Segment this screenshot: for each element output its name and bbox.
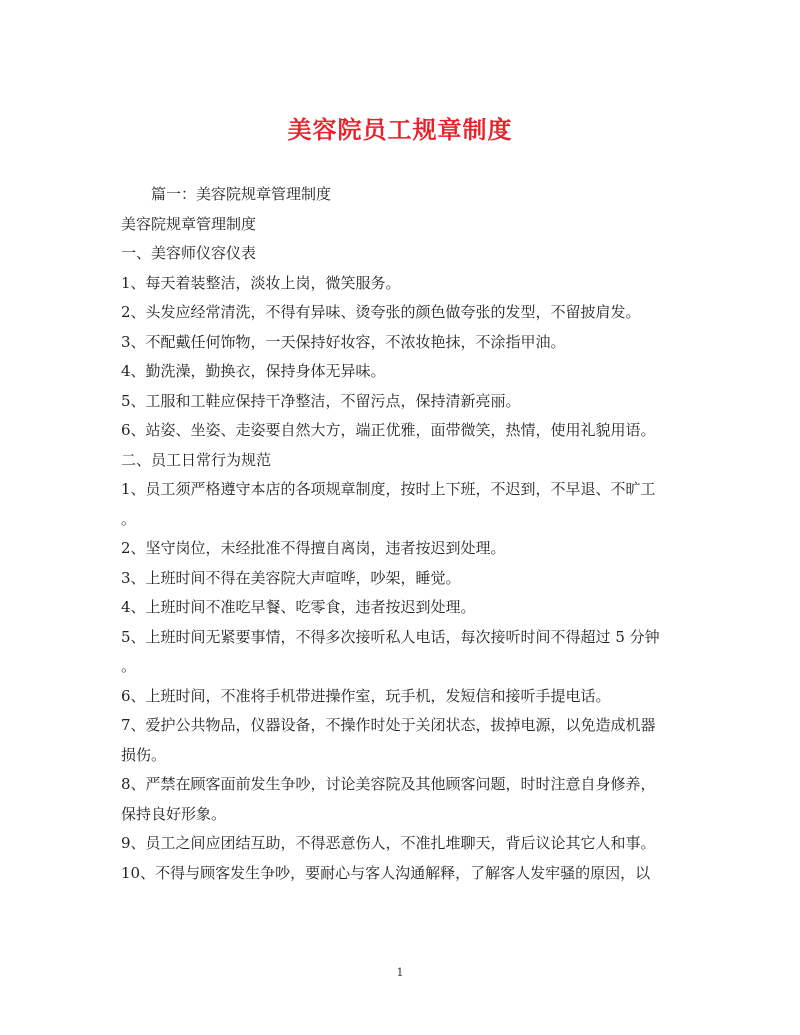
list-item: 2、头发应经常清洗，不得有异味、烫夸张的颜色做夸张的发型，不留披肩发。 <box>121 303 641 321</box>
list-item: 6、站姿、坐姿、走姿要自然大方，端正优雅，面带微笑，热情，使用礼貌用语。 <box>121 421 656 439</box>
list-item-continuation: 。 <box>121 509 137 528</box>
list-item: 5、工服和工鞋应保持干净整洁，不留污点，保持清新亮丽。 <box>121 391 521 410</box>
list-item: 1、员工须严格遵守本店的各项规章制度，按时上下班，不迟到，不早退、不旷工 <box>121 480 656 498</box>
page-number: 1 <box>396 966 404 979</box>
section-heading: 二、员工日常行为规范 <box>121 450 272 469</box>
document-title: 美容院员工规章制度 <box>287 115 513 144</box>
list-item: 5、上班时间无紧要事情，不得多次接听私人电话，每次接听时间不得超过 5 分钟 <box>121 627 660 646</box>
list-item: 6、上班时间，不准将手机带进操作室，玩手机，发短信和接听手提电话。 <box>121 686 611 705</box>
list-item-continuation: 保持良好形象。 <box>121 804 227 823</box>
list-item: 2、坚守岗位，未经批准不得擅自离岗，违者按迟到处理。 <box>121 539 506 557</box>
list-item: 4、上班时间不准吃早餐、吃零食，违者按迟到处理。 <box>121 598 476 616</box>
list-item: 1、每天着装整洁，淡妆上岗，微笑服务。 <box>121 273 401 292</box>
section-heading: 篇一：美容院规章管理制度 <box>151 185 332 203</box>
list-item: 3、不配戴任何饰物，一天保持好妆容，不浓妆艳抹，不涂指甲油。 <box>121 332 566 351</box>
list-item: 9、员工之间应团结互助，不得恶意伤人，不准扎堆聊天，背后议论其它人和事。 <box>121 834 656 852</box>
list-item: 10、不得与顾客发生争吵，要耐心与客人沟通解释，了解客人发牢骚的原因，以 <box>121 863 651 882</box>
section-heading: 一、美容师仪容仪表 <box>121 244 257 262</box>
list-item: 3、上班时间不得在美容院大声喧哗，吵架，睡觉。 <box>121 568 461 587</box>
document-body <box>121 180 686 888</box>
list-item: 7、爱护公共物品，仪器设备，不操作时处于关闭状态，拔掉电源，以免造成机器 <box>121 716 656 734</box>
list-item: 4、勤洗澡，勤换衣，保持身体无异味。 <box>121 362 386 380</box>
list-item-continuation: 损伤。 <box>121 745 167 764</box>
list-item-continuation: 。 <box>121 657 137 675</box>
paragraph: 美容院规章管理制度 <box>121 214 257 233</box>
list-item: 8、严禁在顾客面前发生争吵，讨论美容院及其他顾客问题，时时注意自身修养， <box>121 775 656 793</box>
